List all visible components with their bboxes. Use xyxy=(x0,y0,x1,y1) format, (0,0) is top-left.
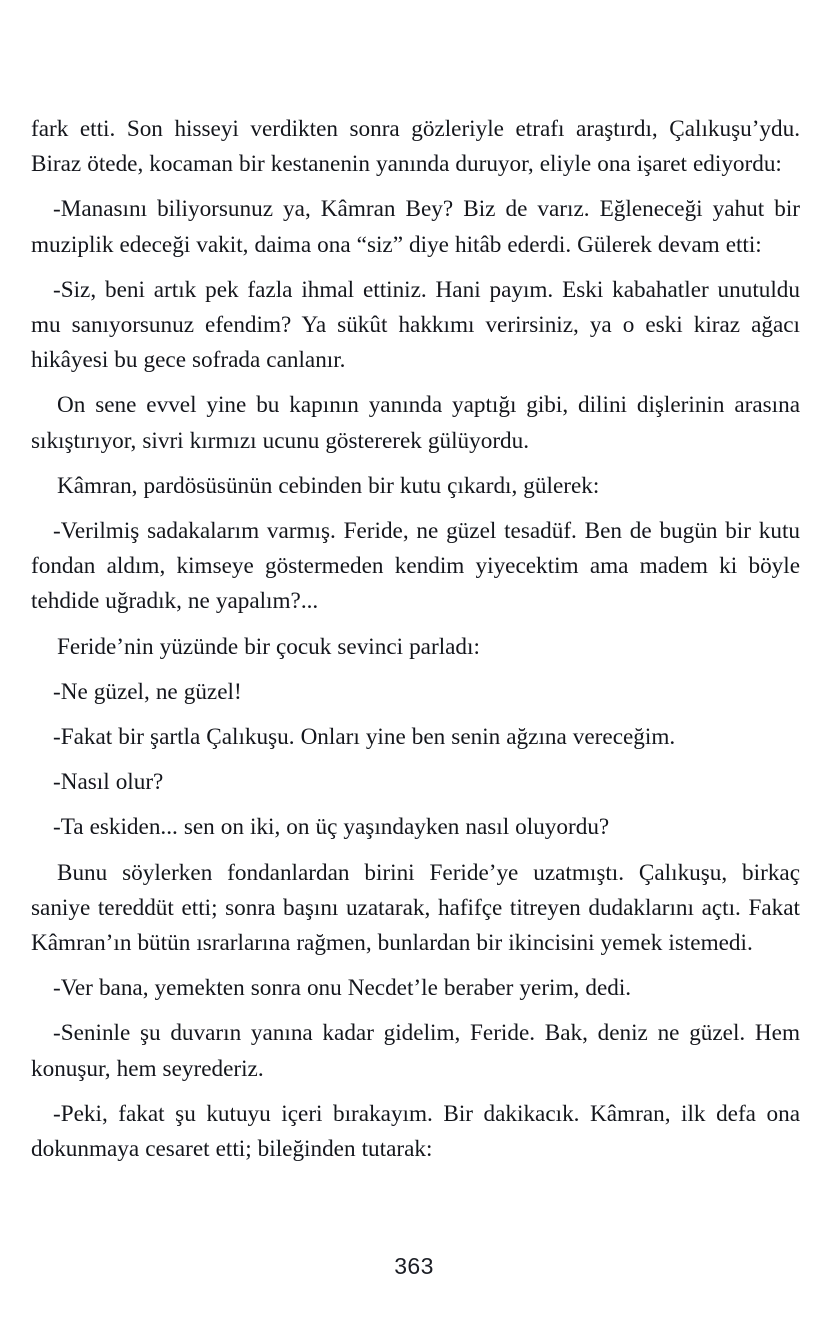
paragraph-dialogue: -Ver bana, yemekten sonra onu Necdet’le beraber yerim, dedi. xyxy=(53,975,632,1002)
paragraph-narrative: On sene evvel yine bu kapının yanında yaptığı gibi, dilini dişlerinin arasına sıkıştırıyor, sivri kırmızı ucunu göstererek gülüyordu. xyxy=(31,392,800,454)
paragraph-dialogue: -Peki, fakat şu kutuyu içeri bırakayım. Bir dakikacık. Kâmran, ilk defa ona dokunmaya cesaret etti; bileğinden tutarak: xyxy=(31,1100,800,1163)
paragraph-dialogue: -Siz, beni artık pek fazla ihmal ettiniz. Hani payım. Eski kabahatler unutuldu mu sanıyorsunuz efendim? Ya sükût hakkımı verirsiniz, ya o eski kiraz ağacı hikâyesi bu gece sofrada canlanır. xyxy=(31,276,800,374)
paragraph-dialogue: -Verilmiş sadakalarım varmış. Feride, ne güzel tesadüf. Ben de bugün bir kutu fondan aldım, kimseye göstermeden kendim yiyecektim ama madem ki böyle tehdide uğradık, ne yapalım?... xyxy=(31,518,800,615)
paragraph-dialogue: -Ta eskiden... sen on iki, on üç yaşındayken nasıl oluyordu? xyxy=(53,814,610,841)
paragraph-dialogue: -Manasını biliyorsunuz ya, Kâmran Bey? Biz de varız. Eğleneceği yahut bir muziplik edeceği vakit, daima ona “siz” diye hitâb ederdi. Gülerek devam etti: xyxy=(31,196,800,258)
paragraph-dialogue: -Nasıl olur? xyxy=(53,769,164,796)
paragraph-dialogue: -Seninle şu duvarın yanına kadar gidelim, Feride. Bak, deniz ne güzel. Hem konuşur, hem seyrederiz. xyxy=(31,1020,800,1082)
page-number: 363 xyxy=(394,1253,434,1279)
paragraph-dialogue: -Fakat bir şartla Çalıkuşu. Onları yine ben senin ağzına vereceğim. xyxy=(53,724,676,751)
body-text-column xyxy=(31,112,800,1177)
paragraph-narrative: Kâmran, pardösüsünün cebinden bir kutu çıkardı, gülerek: xyxy=(57,472,600,499)
paragraph-narrative: Feride’nin yüzünde bir çocuk sevinci parladı: xyxy=(57,633,480,660)
paragraph-narrative: Bunu söylerken fondanlardan birini Feride’ye uzatmıştı. Çalıkuşu, birkaç saniye tereddüt etti; sonra başını uzatarak, hafifçe titreyen dudaklarını açtı. Fakat Kâmran’ın bütün ısrarlarına rağmen, bunlardan bir ikincisini yemek istemedi. xyxy=(31,859,800,957)
paragraph-continuation: fark etti. Son hisseyi verdikten sonra gözleriyle etrafı araştırdı, Çalıkuşu’ydu. Biraz ötede, kocaman bir kestanenin yanında duruyor, eliyle ona işaret ediyordu: xyxy=(31,116,800,178)
paragraph-dialogue: -Ne güzel, ne güzel! xyxy=(53,678,242,705)
